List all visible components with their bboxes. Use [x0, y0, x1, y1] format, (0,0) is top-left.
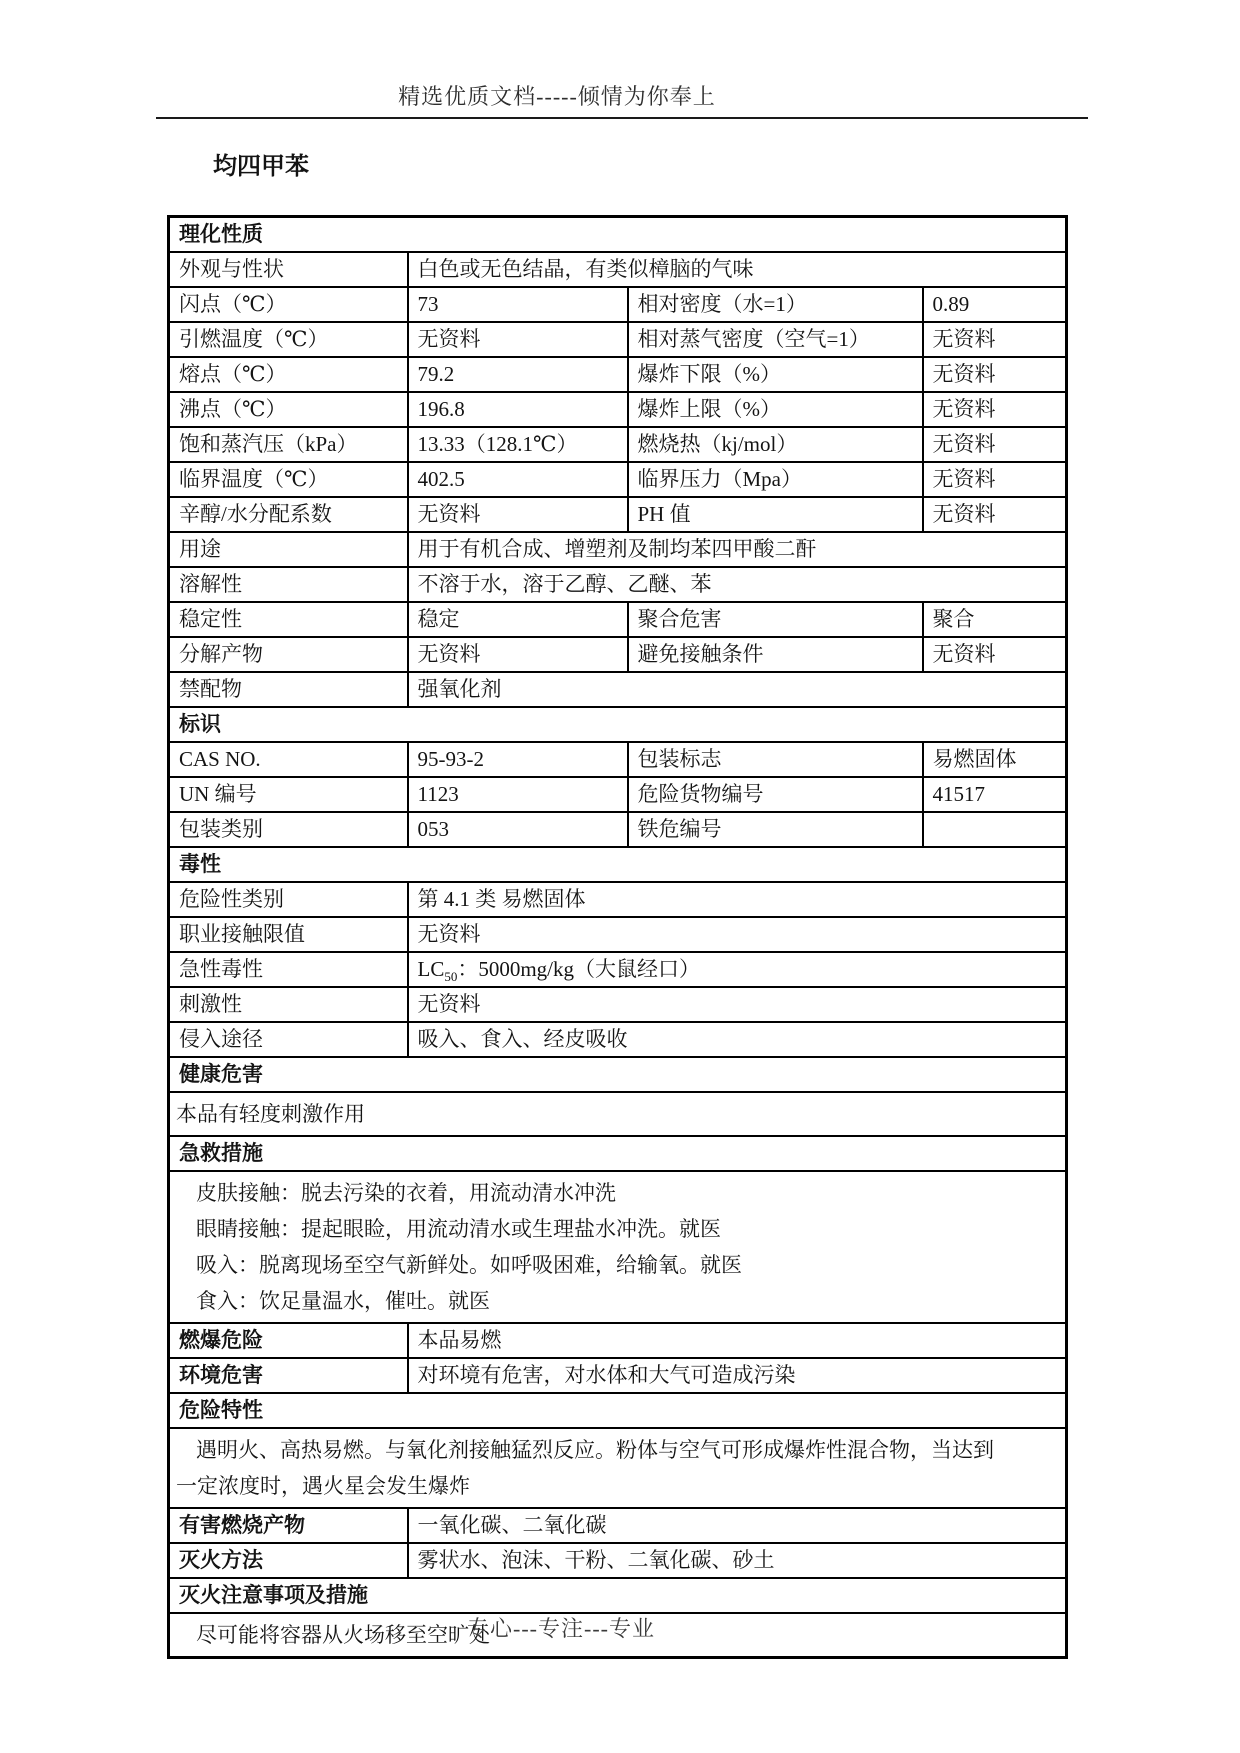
field-value-cell: 95-93-2: [408, 742, 628, 777]
field-value-cell: 第 4.1 类 易燃固体: [408, 882, 1067, 917]
field-value-cell: 用于有机合成、增塑剂及制均苯四甲酸二酐: [408, 532, 1067, 567]
table-row: [169, 707, 1067, 742]
msds-table: [167, 215, 1068, 1659]
field-value-cell: 79.2: [408, 357, 628, 392]
table-row: [169, 1508, 1067, 1543]
table-row: [169, 497, 1067, 532]
field-label-cell: 有害燃烧产物: [169, 1508, 408, 1543]
field-label-cell: 急性毒性: [169, 952, 408, 987]
field-value-cell: $LC_{50}$：5000mg/kg（大鼠经口）: [408, 952, 1067, 987]
field-value-cell: 无资料: [923, 462, 1067, 497]
field-label-cell: 职业接触限值: [169, 917, 408, 952]
field-value-cell: 无资料: [408, 637, 628, 672]
table-row: [169, 532, 1067, 567]
field-value-cell: 无资料: [923, 392, 1067, 427]
table-row: [169, 952, 1067, 987]
field-label-cell: 临界温度（℃）: [169, 462, 408, 497]
table-row: [169, 462, 1067, 497]
field-label-cell: 燃烧热（kj/mol）: [628, 427, 923, 462]
field-label-cell: 禁配物: [169, 672, 408, 707]
text-line: 皮肤接触：脱去污染的衣着，用流动清水冲洗: [196, 1181, 616, 1205]
field-value-cell: 不溶于水，溶于乙醇、乙醚、苯: [408, 567, 1067, 602]
table-row: [169, 1022, 1067, 1057]
field-value-cell: 易燃固体: [923, 742, 1067, 777]
field-value-cell: 聚合: [923, 602, 1067, 637]
field-value-cell: 无资料: [408, 917, 1067, 952]
field-value-cell: 无资料: [923, 497, 1067, 532]
field-value-cell: 41517: [923, 777, 1067, 812]
table-row: [169, 322, 1067, 357]
table-row: [169, 427, 1067, 462]
table-row: [169, 602, 1067, 637]
field-label-cell: 饱和蒸汽压（kPa）: [169, 427, 408, 462]
field-value-cell: 对环境有危害，对水体和大气可造成污染: [408, 1358, 1067, 1393]
field-value-cell: 雾状水、泡沫、干粉、二氧化碳、砂土: [408, 1543, 1067, 1578]
field-value-cell: 0.89: [923, 287, 1067, 322]
field-label-cell: 沸点（℃）: [169, 392, 408, 427]
field-label-cell: 铁危编号: [628, 812, 923, 847]
table-row: [169, 567, 1067, 602]
table-row: [169, 1323, 1067, 1358]
field-value-cell: 无资料: [923, 357, 1067, 392]
section-header-cell: 标识: [169, 707, 1067, 742]
field-value-cell: [923, 812, 1067, 847]
field-value-cell: 本品易燃: [408, 1323, 1067, 1358]
table-row: [169, 847, 1067, 882]
field-label-cell: 聚合危害: [628, 602, 923, 637]
table-row: [169, 1358, 1067, 1393]
table-row: [169, 1171, 1067, 1323]
section-header-cell: 理化性质: [169, 217, 1067, 253]
table-row: [169, 917, 1067, 952]
table-row: [169, 1578, 1067, 1613]
text-cell: [169, 1428, 1067, 1508]
field-label-cell: 分解产物: [169, 637, 408, 672]
field-value-cell: 196.8: [408, 392, 628, 427]
field-value-cell: 13.33（128.1℃）: [408, 427, 628, 462]
field-label-cell: 闪点（℃）: [169, 287, 408, 322]
text-line: 吸入：脱离现场至空气新鲜处。如呼吸困难，给输氧。就医: [196, 1253, 742, 1277]
field-label-cell: 侵入途径: [169, 1022, 408, 1057]
text-line: 遇明火、高热易燃。与氧化剂接触猛烈反应。粉体与空气可形成爆炸性混合物，当达到: [196, 1438, 994, 1462]
field-label-cell: 包装类别: [169, 812, 408, 847]
table-row: [169, 1393, 1067, 1428]
field-value-cell: 吸入、食入、经皮吸收: [408, 1022, 1067, 1057]
field-label-cell: 临界压力（Mpa）: [628, 462, 923, 497]
field-value-cell: 强氧化剂: [408, 672, 1067, 707]
field-value-cell: 白色或无色结晶，有类似樟脑的气味: [408, 252, 1067, 287]
header-rule: [156, 117, 1088, 119]
header-banner: 精选优质文档-----倾情为你奉上: [398, 84, 716, 109]
table-row: [169, 777, 1067, 812]
table-row: [169, 987, 1067, 1022]
field-value-cell: 无资料: [923, 427, 1067, 462]
field-value-cell: 1123: [408, 777, 628, 812]
table-row: [169, 742, 1067, 777]
field-label-cell: 包装标志: [628, 742, 923, 777]
section-header-cell: 危险特性: [169, 1393, 1067, 1428]
field-label-cell: 灭火方法: [169, 1543, 408, 1578]
field-label-cell: 爆炸上限（%）: [628, 392, 923, 427]
text-line: 一定浓度时，遇火星会发生爆炸: [176, 1474, 470, 1498]
field-label-cell: 熔点（℃）: [169, 357, 408, 392]
table-row: [169, 392, 1067, 427]
field-value-cell: 无资料: [408, 987, 1067, 1022]
table-row: [169, 1057, 1067, 1092]
table-row: [169, 252, 1067, 287]
field-label-cell: CAS NO.: [169, 742, 408, 777]
text-cell: [169, 1171, 1067, 1323]
table-row: [169, 882, 1067, 917]
field-value-cell: 053: [408, 812, 628, 847]
table-row: [169, 672, 1067, 707]
field-value-cell: 无资料: [923, 637, 1067, 672]
field-value-cell: 402.5: [408, 462, 628, 497]
field-label-cell: 环境危害: [169, 1358, 408, 1393]
table-row: [169, 287, 1067, 322]
footer-slogan: 专心---专注---专业: [467, 1616, 655, 1641]
table-row: [169, 637, 1067, 672]
section-header-cell: 健康危害: [169, 1057, 1067, 1092]
field-label-cell: 辛醇/水分配系数: [169, 497, 408, 532]
field-label-cell: 爆炸下限（%）: [628, 357, 923, 392]
field-label-cell: 燃爆危险: [169, 1323, 408, 1358]
text-line: 食入：饮足量温水，催吐。就医: [196, 1289, 490, 1313]
section-header-cell: 急救措施: [169, 1136, 1067, 1171]
table-row: [169, 1092, 1067, 1136]
table-row: [169, 1136, 1067, 1171]
table-row: [169, 357, 1067, 392]
field-label-cell: 稳定性: [169, 602, 408, 637]
page-title: 均四甲苯: [213, 154, 309, 180]
section-header-cell: 灭火注意事项及措施: [169, 1578, 1067, 1613]
field-value-cell: 无资料: [408, 497, 628, 532]
field-label-cell: 引燃温度（℃）: [169, 322, 408, 357]
table-row: [169, 1543, 1067, 1578]
field-label-cell: UN 编号: [169, 777, 408, 812]
field-value-cell: 无资料: [408, 322, 628, 357]
field-label-cell: 外观与性状: [169, 252, 408, 287]
table-row: [169, 217, 1067, 253]
field-value-cell: 稳定: [408, 602, 628, 637]
field-label-cell: PH 值: [628, 497, 923, 532]
field-value-cell: 73: [408, 287, 628, 322]
text-line: 本品有轻度刺激作用: [176, 1102, 365, 1126]
section-header-cell: 毒性: [169, 847, 1067, 882]
field-label-cell: 溶解性: [169, 567, 408, 602]
text-line: 尽可能将容器从火场移至空旷处: [196, 1623, 490, 1647]
field-label-cell: 用途: [169, 532, 408, 567]
text-cell: [169, 1092, 1067, 1136]
field-label-cell: 危险性类别: [169, 882, 408, 917]
text-line: 眼睛接触：提起眼睑，用流动清水或生理盐水冲洗。就医: [196, 1217, 721, 1241]
field-label-cell: 相对密度（水=1）: [628, 287, 923, 322]
field-value-cell: 一氧化碳、二氧化碳: [408, 1508, 1067, 1543]
field-label-cell: 刺激性: [169, 987, 408, 1022]
field-label-cell: 避免接触条件: [628, 637, 923, 672]
table-row: [169, 1428, 1067, 1508]
field-label-cell: 相对蒸气密度（空气=1）: [628, 322, 923, 357]
table-row: [169, 812, 1067, 847]
doc-table-body: [169, 217, 1067, 1658]
field-label-cell: 危险货物编号: [628, 777, 923, 812]
field-value-cell: 无资料: [923, 322, 1067, 357]
